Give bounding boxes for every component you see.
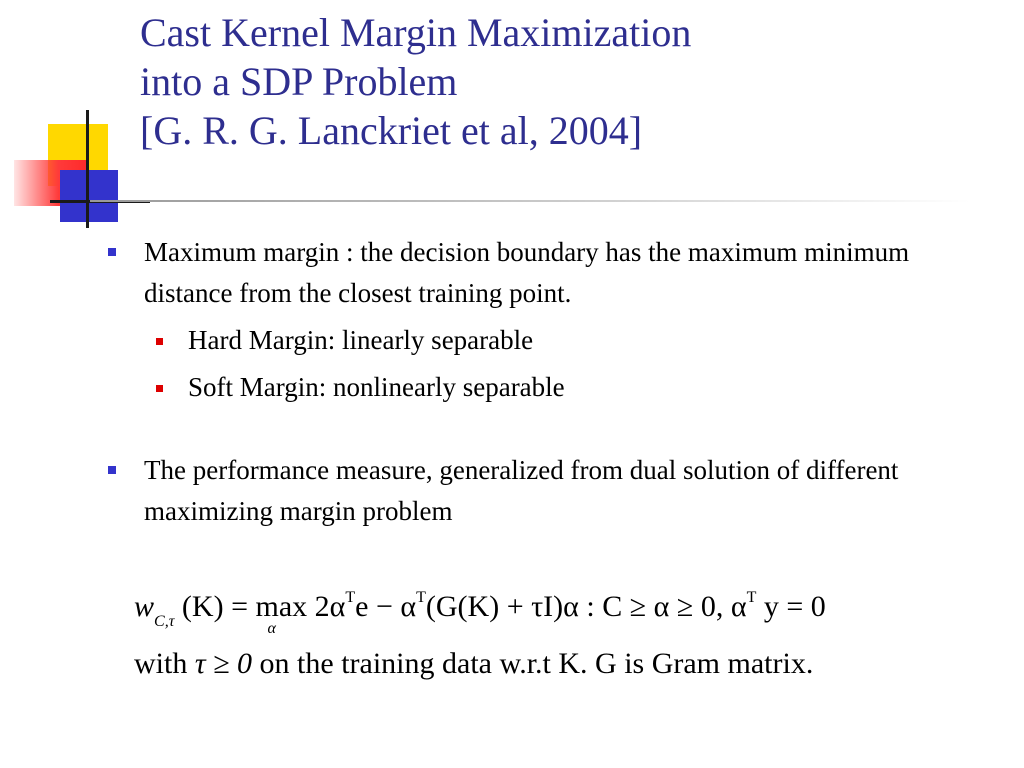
logo-vertical-line [86, 110, 89, 228]
equation-term-3: (G(K) + τI)α : C ≥ α ≥ 0, α [425, 590, 747, 623]
max-label: max [255, 590, 308, 623]
sub-bullet-text: Soft Margin: nonlinearly separable [188, 372, 565, 402]
decorative-logo [0, 100, 150, 230]
equation-term-1: 2α [307, 590, 346, 623]
blue-square-bullet-icon [108, 466, 116, 474]
spacer [100, 408, 1000, 450]
bullet-item [100, 232, 1000, 314]
bullet-text: The performance measure, generalized from dual solution of different maximizing margin problem [144, 455, 899, 526]
transpose-sup-1: T [345, 589, 356, 606]
equation-lhs-var: w [134, 590, 155, 623]
equation [134, 578, 994, 642]
sub-bullet-item [100, 320, 1000, 361]
equation-lhs-subscript: C,τ [154, 613, 175, 630]
blue-square-bullet-icon [108, 248, 116, 256]
title-line-3: [G. R. G. Lanckriet et al, 2004] [140, 108, 643, 153]
bullet-text: Maximum margin : the decision boundary has the maximum minimum distance from the closest training point. [144, 237, 910, 308]
equation-term-2: e − α [355, 590, 417, 623]
title-line-2: into a SDP Problem [140, 59, 458, 104]
slide-body [100, 232, 1000, 532]
title-line-1: Cast Kernel Margin Maximization [140, 10, 692, 55]
logo-blue-square [60, 170, 118, 222]
equation-max-operator [255, 587, 308, 637]
transpose-sup-3: T [746, 589, 757, 606]
equation-term-4: y = 0 [763, 590, 826, 623]
note-condition: τ ≥ 0 [194, 647, 253, 680]
sub-bullet-text: Hard Margin: linearly separable [188, 325, 534, 355]
equation-lhs-arg: (K) = [181, 590, 256, 623]
transpose-sup-2: T [416, 589, 426, 606]
sub-bullet-item [100, 367, 1000, 408]
note-prefix: with [134, 647, 195, 680]
red-square-bullet-icon [156, 385, 163, 392]
red-square-bullet-icon [156, 338, 163, 345]
note-suffix: on the training data w.r.t K. G is Gram matrix. [259, 647, 814, 680]
title-divider [90, 200, 970, 202]
slide-title [140, 8, 1000, 155]
formula-note [134, 644, 1004, 684]
bullet-item [100, 450, 1000, 532]
max-under-variable: α [267, 620, 276, 637]
